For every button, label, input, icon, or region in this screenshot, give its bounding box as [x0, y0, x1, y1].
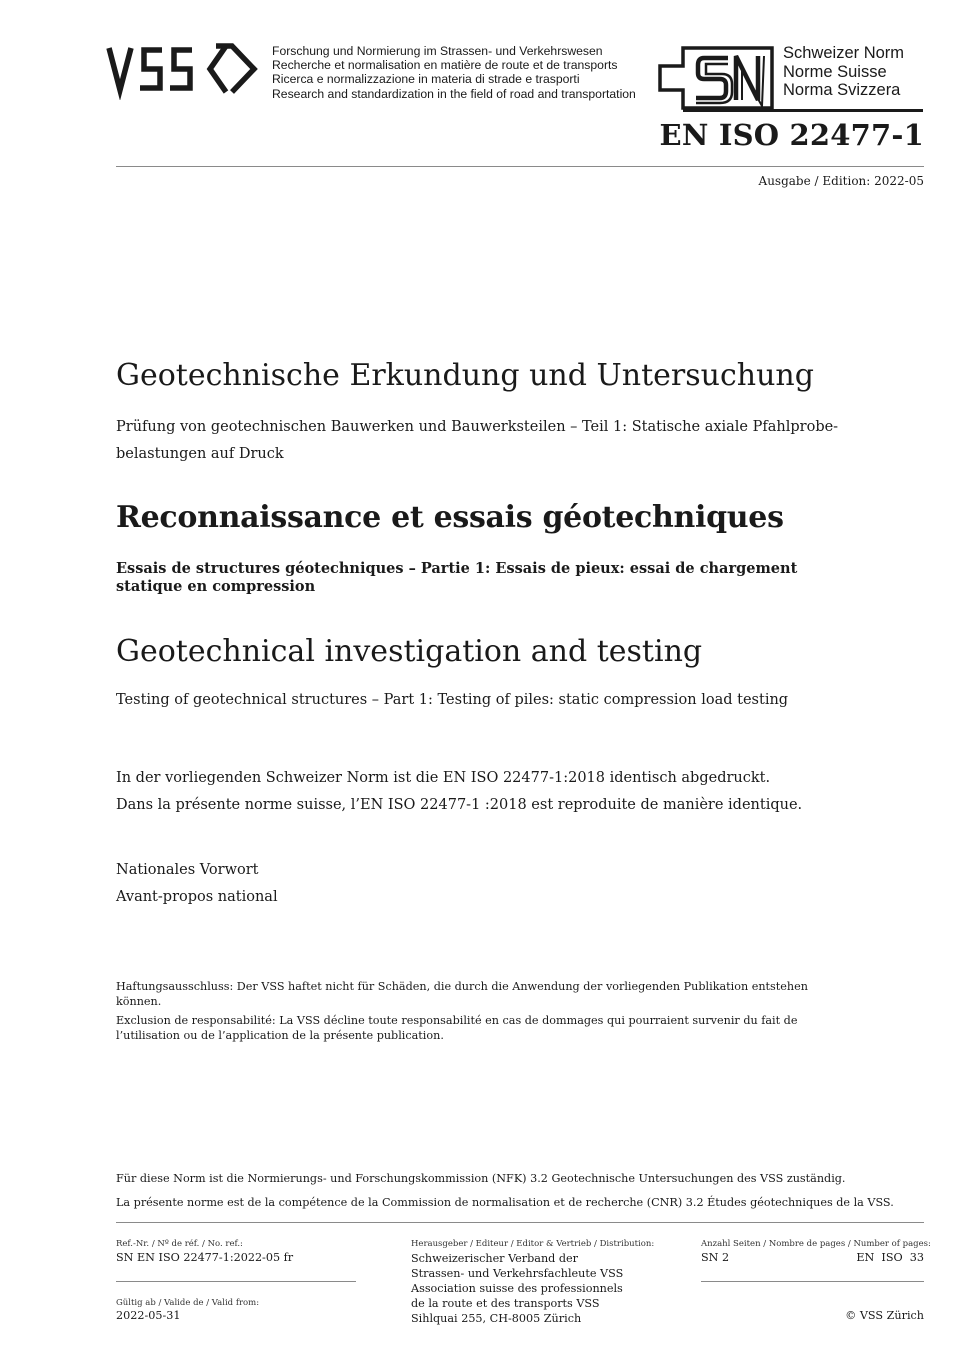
sn-logo: [656, 44, 776, 112]
committee-de: Für diese Norm ist die Normierungs- und Forschungskommission (NFK) 3.2 Geotechnische Untersuchungen des VSS zuständig.: [116, 1172, 846, 1185]
title-german: Geotechnische Erkundung und Untersuchung: [116, 358, 814, 393]
national-foreword-fr: Avant-propos national: [116, 889, 278, 905]
title-english: Geotechnical investigation and testing: [116, 634, 703, 669]
edition-date: Ausgabe / Edition: 2022-05: [758, 174, 924, 188]
identical-notice: [116, 765, 802, 819]
disclaimer-fr: Exclusion de responsabilité: La VSS décline toute responsabilité en cas de dommages qui pourraient survenir du fait de l’utilisation ou de l’application de la présente publication.: [116, 1014, 798, 1042]
reference-label: Ref.-Nr. / Nº de réf. / No. ref.:: [116, 1239, 243, 1249]
identical-notice-de: In der vorliegenden Schweizer Norm ist die EN ISO 22477-1:2018 identisch abgedruckt.: [116, 770, 771, 786]
valid-from-date: 2022-05-31: [116, 1309, 181, 1322]
committee-fr: La présente norme est de la compétence de la Commission de normalisation et de recherche (CNR) 3.2 Études géotechniques de la VSS.: [116, 1196, 894, 1209]
subtitle-english: Testing of geotechnical structures – Part 1: Testing of piles: static compression load testing: [116, 692, 789, 708]
vss-logo: [106, 40, 266, 100]
sn-label: [783, 44, 904, 100]
sn-underline: [683, 109, 923, 112]
sn-label-fr: Norme Suisse: [783, 62, 887, 81]
publisher-line: de la route et des transports VSS: [411, 1297, 600, 1310]
title-french: Reconnaissance et essais géotechniques: [116, 500, 784, 535]
page-count-en: EN ISO 33: [856, 1251, 924, 1264]
header-divider: [116, 166, 924, 167]
page-count-divider: [701, 1281, 924, 1282]
valid-from-label: Gültig ab / Valide de / Valid from:: [116, 1298, 260, 1308]
reference-divider: [116, 1281, 356, 1282]
identical-notice-fr: Dans la présente norme suisse, l’EN ISO 22477-1 :2018 est reproduite de manière identique.: [116, 797, 803, 813]
subtitle-french: Essais de structures géotechniques – Partie 1: Essais de pieux: essai de chargement statique en compression: [116, 560, 798, 595]
publisher-address: [411, 1251, 623, 1326]
sn-label-de: Schweizer Norm: [783, 44, 905, 62]
publisher-label: Herausgeber / Editeur / Editor & Vertrieb / Distribution:: [411, 1239, 655, 1249]
footer-divider: [116, 1222, 924, 1223]
reference-number: SN EN ISO 22477-1:2022-05 fr: [116, 1251, 294, 1264]
subtitle-german: Prüfung von geotechnischen Bauwerken und Bauwerksteilen – Teil 1: Statische axiale Pfahlprobe-belastungen auf Druck: [116, 419, 839, 462]
disclaimer-de: Haftungsausschluss: Der VSS haftet nicht für Schäden, die durch die Anwendung der vorliegenden Publikation entstehen können.: [116, 980, 808, 1008]
copyright: © VSS Zürich: [845, 1309, 924, 1322]
publisher-line: Sihlquai 255, CH-8005 Zürich: [411, 1312, 582, 1325]
national-foreword: [116, 857, 278, 911]
vss-tagline-en: Research and standardization in the field of road and transportation: [272, 86, 636, 101]
vss-tagline-fr: Recherche et normalisation en matière de route et de transports: [272, 58, 618, 73]
publisher-line: Association suisse des professionnels: [411, 1282, 623, 1295]
page-count-label: Anzahl Seiten / Nombre de pages / Number of pages:: [701, 1239, 931, 1249]
vss-tagline-it: Ricerca e normalizzazione in materia di strade e trasporti: [272, 72, 580, 87]
sn-label-it: Norma Svizzera: [783, 81, 901, 99]
standard-number: EN ISO 22477-1: [659, 118, 924, 152]
national-foreword-de: Nationales Vorwort: [116, 862, 259, 878]
publisher-line: Strassen- und Verkehrsfachleute VSS: [411, 1267, 624, 1280]
vss-tagline: [272, 44, 636, 101]
disclaimer: [116, 979, 846, 1047]
committee-responsibility: [116, 1167, 894, 1215]
vss-tagline-de: Forschung und Normierung im Strassen- und Verkehrswesen: [272, 44, 603, 58]
publisher-line: Schweizerischer Verband der: [411, 1252, 578, 1265]
page-count-sn: SN 2: [701, 1251, 730, 1264]
